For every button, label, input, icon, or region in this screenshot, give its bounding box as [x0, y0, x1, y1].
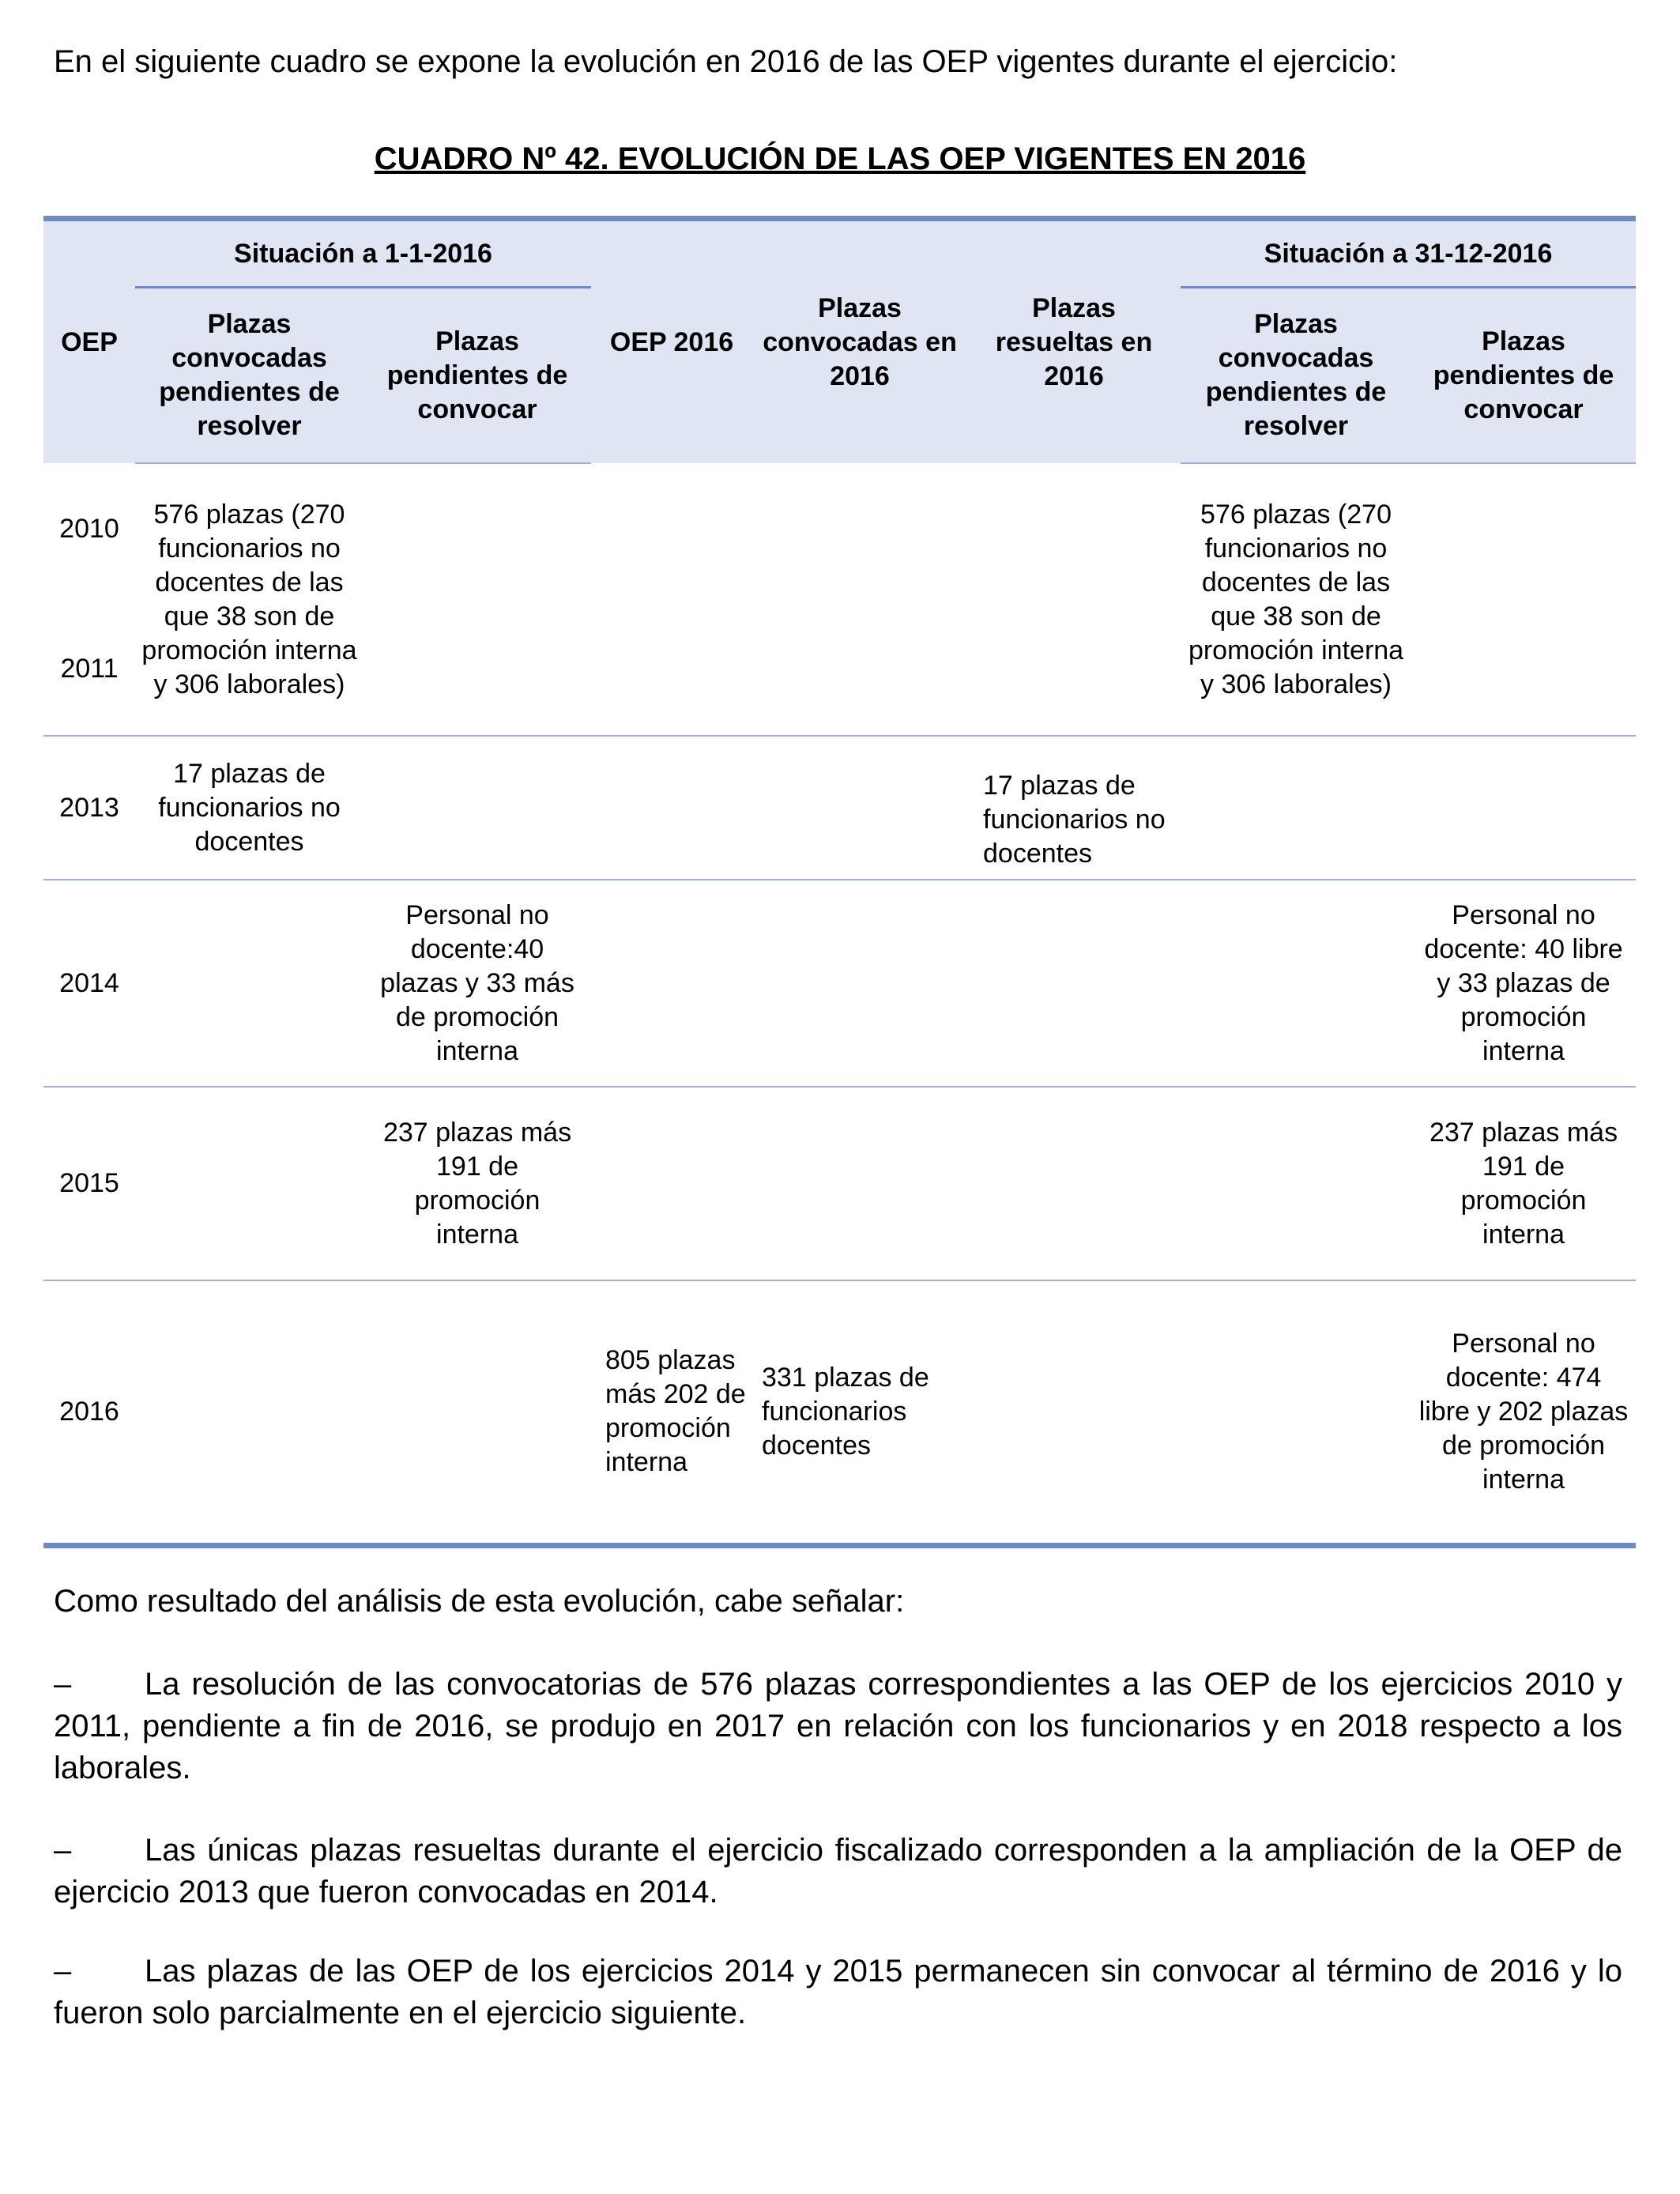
summary-intro: Como resultado del análisis de esta evolución, cabe señalar: — [54, 1584, 905, 1619]
cell-pend-conv-end: Personal no docente: 474 libre y 202 plazas de promoción interna — [1411, 1280, 1636, 1545]
table-title: CUADRO Nº 42. EVOLUCIÓN DE LAS OEP VIGENTES EN 2016 — [374, 141, 1306, 176]
year-2010: 2010 — [59, 514, 119, 544]
cell-empty — [363, 463, 591, 736]
header-oep-2016: OEP 2016 — [591, 219, 752, 464]
cell-empty — [752, 736, 967, 880]
table-row — [43, 1087, 1636, 1280]
header-oep: OEP — [43, 219, 135, 464]
cell-conv-pend-start: 17 plazas de funcionarios no docentes — [135, 736, 363, 880]
cell-conv-pend-end: 576 plazas (270 funcionarios no docentes de las que 38 son de promoción interna y 306 laborales) — [1181, 463, 1411, 736]
table-row — [43, 736, 1636, 880]
cell-empty — [1181, 736, 1411, 880]
cell-empty — [1181, 1280, 1411, 1545]
year-cell: 2013 — [43, 736, 135, 880]
cell-empty — [363, 1280, 591, 1545]
header-conv-pend-start: Plazas convocadas pendientes de resolver — [135, 288, 363, 464]
table-row — [43, 463, 1636, 736]
header-pend-conv-start: Plazas pendientes de convocar — [363, 288, 591, 464]
cell-empty — [967, 880, 1181, 1087]
dash-marker: – — [54, 1667, 72, 1702]
dash-marker: – — [54, 1954, 72, 1989]
bullet-text: Las plazas de las OEP de los ejercicios 2014 y 2015 permanecen sin convocar al término de 2016 y lo fueron solo parcialmente en el ejercicio siguiente. — [54, 1954, 1622, 2030]
cell-empty — [363, 736, 591, 880]
cell-empty — [591, 880, 752, 1087]
cell-empty — [752, 880, 967, 1087]
header-group-end: Situación a 31-12-2016 — [1181, 219, 1636, 288]
cell-empty — [1411, 463, 1636, 736]
cell-empty — [135, 880, 363, 1087]
header-pend-conv-end: Plazas pendientes de convocar — [1411, 288, 1636, 464]
cell-empty — [591, 1087, 752, 1280]
year-cell: 2015 — [43, 1087, 135, 1280]
year-cell: 2014 — [43, 880, 135, 1087]
header-resueltas-2016: Plazas resueltas en 2016 — [967, 219, 1181, 464]
cell-empty — [135, 1280, 363, 1545]
header-convocadas-2016: Plazas convocadas en 2016 — [752, 219, 967, 464]
year-cell — [43, 463, 135, 736]
cell-empty — [591, 736, 752, 880]
table-row — [43, 1280, 1636, 1545]
cell-empty — [967, 463, 1181, 736]
bullet-paragraph — [54, 1951, 1622, 2034]
year-2011: 2011 — [60, 654, 119, 684]
cell-empty — [591, 463, 752, 736]
cell-pend-conv-start: Personal no docente:40 plazas y 33 más de promoción interna — [363, 880, 591, 1087]
cell-empty — [1181, 880, 1411, 1087]
cell-resueltas-2016: 17 plazas de funcionarios no docentes — [967, 736, 1181, 880]
cell-empty — [1411, 736, 1636, 880]
cell-pend-conv-end: 237 plazas más 191 de promoción interna — [1411, 1087, 1636, 1280]
table-row — [43, 880, 1636, 1087]
header-conv-pend-end: Plazas convocadas pendientes de resolver — [1181, 288, 1411, 464]
cell-pend-conv-start: 237 plazas más 191 de promoción interna — [363, 1087, 591, 1280]
oep-evolution-table — [43, 216, 1636, 1548]
cell-empty — [967, 1280, 1181, 1545]
cell-oep-2016: 805 plazas más 202 de promoción interna — [591, 1280, 752, 1545]
cell-empty — [967, 1087, 1181, 1280]
cell-empty — [135, 1087, 363, 1280]
bullet-text: Las únicas plazas resueltas durante el ejercicio fiscalizado corresponden a la ampliación de la OEP de ejercicio 2013 que fueron convocadas en 2014. — [54, 1833, 1622, 1909]
bullet-text: La resolución de las convocatorias de 576 plazas correspondientes a las OEP de los ejercicios 2010 y 2011, pendiente a fin de 2016, se produjo en 2017 en relación con los funcionarios y en 2018 respecto a los laborales. — [54, 1667, 1622, 1785]
dash-marker: – — [54, 1833, 72, 1868]
intro-paragraph: En el siguiente cuadro se expone la evolución en 2016 de las OEP vigentes durante el ejercicio: — [54, 44, 1398, 79]
cell-empty — [1181, 1087, 1411, 1280]
bullet-paragraph — [54, 1664, 1622, 1789]
bullet-paragraph — [54, 1830, 1622, 1913]
cell-empty — [752, 463, 967, 736]
cell-convocadas-2016: 331 plazas de funcionarios docentes — [752, 1280, 967, 1545]
cell-empty — [752, 1087, 967, 1280]
year-cell: 2016 — [43, 1280, 135, 1545]
header-group-start: Situación a 1-1-2016 — [135, 219, 591, 288]
cell-conv-pend-start: 576 plazas (270 funcionarios no docentes de las que 38 son de promoción interna y 306 laborales) — [135, 463, 363, 736]
cell-pend-conv-end: Personal no docente: 40 libre y 33 plazas de promoción interna — [1411, 880, 1636, 1087]
